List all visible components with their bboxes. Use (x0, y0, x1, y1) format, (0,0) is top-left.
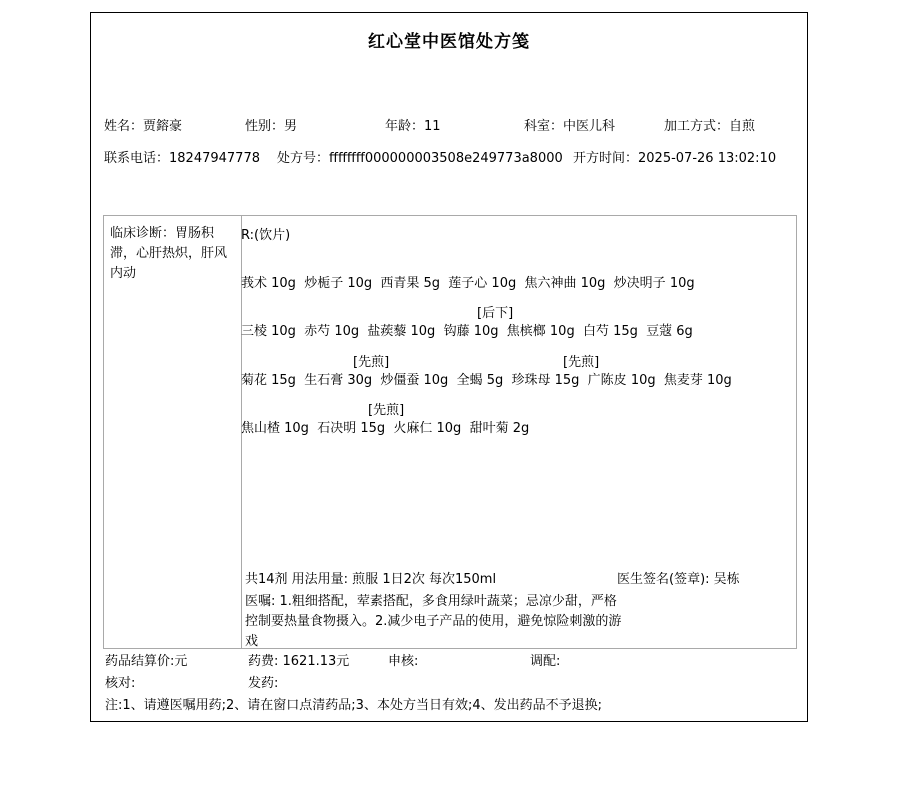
decoction-note-xianjian-3: [先煎] (368, 403, 405, 418)
decoction-note-row-3 (241, 403, 797, 421)
dose-and-usage: 共14剂 用法用量: 煎服 1日2次 每次150ml (245, 572, 497, 587)
phone-label: 联系电话： (104, 151, 170, 166)
gender-field (245, 119, 297, 135)
department-label: 科室： (524, 119, 564, 134)
prepare-field: 调配: (530, 654, 561, 669)
footer-note: 注:1、请遵医嘱用药;2、请在窗口点清药品;3、本处方当日有效;4、发出药品不予退换; (105, 698, 602, 713)
department-field (524, 119, 615, 135)
usage-row (241, 572, 797, 590)
phone-field (104, 151, 260, 167)
medicine-line-1: 莪术 10g 炒栀子 10g 西青果 5g 莲子心 10g 焦六神曲 10g 炒决明子 10g (241, 276, 695, 291)
issue-time-value: 2025-07-26 13:02:10 (638, 151, 777, 166)
dispense-field: 发药: (248, 676, 279, 691)
processing-field (664, 119, 755, 135)
patient-name-field (104, 119, 182, 135)
check-field: 核对: (105, 676, 136, 691)
clinical-diagnosis: 临床诊断：胃肠积滞，心肝热炽，肝风内动 (110, 226, 228, 281)
medicine-line-2: 三棱 10g 赤芍 10g 盐蒺藜 10g 钩藤 10g 焦槟榔 10g 白芍 15g 豆蔻 6g (241, 324, 693, 339)
decoction-note-xianjian-1: [先煎] (353, 355, 390, 370)
decoction-note-row-2 (241, 355, 797, 373)
decoction-note-houxia: [后下] (477, 306, 514, 321)
rx-number-value: ffffffff000000003508e249773a8000 (329, 151, 563, 166)
department-value: 中医儿科 (563, 119, 616, 134)
rx-header: R:(饮片) (241, 228, 291, 243)
age-field (385, 119, 441, 135)
review-field: 申核: (388, 654, 419, 669)
patient-name-value: 贾鎔豪 (143, 119, 183, 134)
gender-value: 男 (284, 119, 298, 134)
age-label: 年龄： (385, 119, 425, 134)
settle-price-field: 药品结算价:元 (105, 654, 188, 669)
issue-time-label: 开方时间： (573, 151, 639, 166)
processing-value: 自煎 (729, 119, 756, 134)
age-value: 11 (424, 119, 441, 134)
fee-field: 药费: 1621.13元 (248, 654, 350, 669)
decoction-note-xianjian-2: [先煎] (563, 355, 600, 370)
medicine-list (241, 215, 797, 649)
medical-advice: 医嘱: 1.粗细搭配，荤素搭配，多食用绿叶蔬菜；忌凉少甜，严格控制要热量食物摄入。2.减少电子产品的使用，避免惊险刺激的游戏 (245, 594, 622, 649)
medicine-line-3: 菊花 15g 生石膏 30g 炒僵蚕 10g 全蝎 5g 珍珠母 15g 广陈皮 10g 焦麦芽 10g (241, 373, 732, 388)
rx-number-field (277, 151, 563, 167)
gender-label: 性别： (245, 119, 285, 134)
page-title: 红心堂中医馆处方笺 (368, 32, 530, 52)
issue-time-field (573, 151, 776, 167)
decoction-note-row-1 (241, 306, 797, 324)
phone-value: 18247947778 (169, 151, 260, 166)
patient-name-label: 姓名： (104, 119, 144, 134)
processing-label: 加工方式： (664, 119, 730, 134)
doctor-signature: 医生签名(签章): 吴栋 (617, 572, 740, 587)
rx-number-label: 处方号： (277, 151, 330, 166)
medicine-line-4: 焦山楂 10g 石决明 15g 火麻仁 10g 甜叶菊 2g (241, 421, 530, 436)
